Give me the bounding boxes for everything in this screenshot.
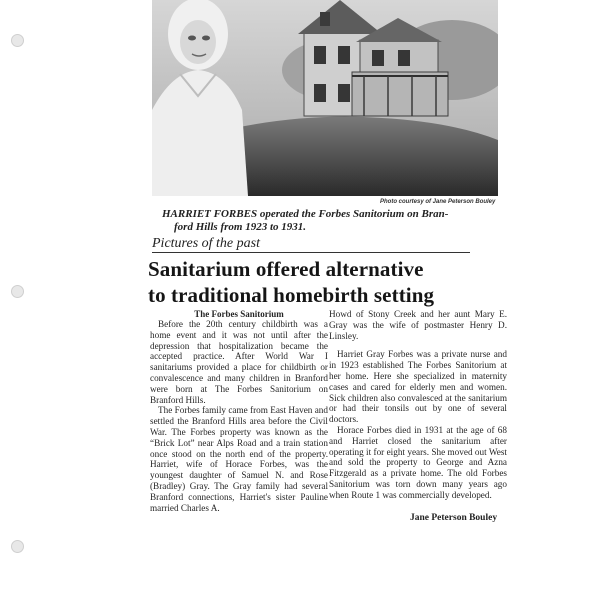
paragraph: Howd of Stony Creek and her aunt Mary E. Gray was the wife of postmaster Henry D. Linsley.: [329, 309, 507, 341]
caption-line-1: HARRIET FORBES operated the Forbes Sanitorium on Bran-: [162, 208, 449, 220]
article-headline: [148, 256, 508, 308]
section-kicker: Pictures of the past: [152, 236, 470, 253]
paragraph: The Forbes family came from East Haven and settled the Branford Hills area before the Civil War. The Forbes property was known as the “Brick Lot” near Alps Road and a train station once stood on the north end of the property. Harriet, wife of Horace Forbes, was the youngest daughter of Samuel N. and Rose (Bradley) Gray. The Gray family had several Branford connections, Harriet's sister Pauline married Charles A.: [150, 405, 328, 513]
punch-hole-bottom: [11, 540, 24, 553]
punch-hole-middle: [11, 285, 24, 298]
article-column-left: [150, 309, 328, 513]
article-subhead: The Forbes Sanitorium: [194, 309, 284, 319]
punch-hole-top: [11, 34, 24, 47]
photo-credit: Photo courtesy of Jane Peterson Bouley: [380, 199, 496, 205]
article-column-right: [329, 309, 507, 501]
headline-line-1: Sanitarium offered alternative: [148, 257, 424, 281]
photo-caption: [162, 208, 502, 234]
historical-photo: [152, 0, 498, 196]
headline-line-2: to traditional homebirth setting: [148, 283, 435, 307]
paragraph: Horace Forbes died in 1931 at the age of 68 and Harriet closed the sanitarium after operating it for eight years. She moved out West and sold the property to George and Azna Fitzgerald as a private home. The old Forbes Sanitorium was torn down many years ago when Route 1 was commercially developed.: [329, 424, 507, 500]
paragraph: Before the 20th century childbirth was a home event and it was not until after the depression that hospitalization became the accepted practice. After World War I sanitariums provided a place for childbirth or convalescence and many children in Branford were born at The Forbes Sanitorium on Branford Hills.: [150, 319, 328, 405]
paragraph: Harriet Gray Forbes was a private nurse and in 1923 established The Forbes Sanitorium at her home. Here she specialized in maternity cases and cared for elderly men and women. Sick children also convalesced at the sanitarium or had their tonsils out by one of several doctors.: [329, 349, 507, 425]
author-byline: Jane Peterson Bouley: [410, 513, 498, 523]
caption-line-2: ford Hills from 1923 to 1931.: [174, 221, 307, 233]
